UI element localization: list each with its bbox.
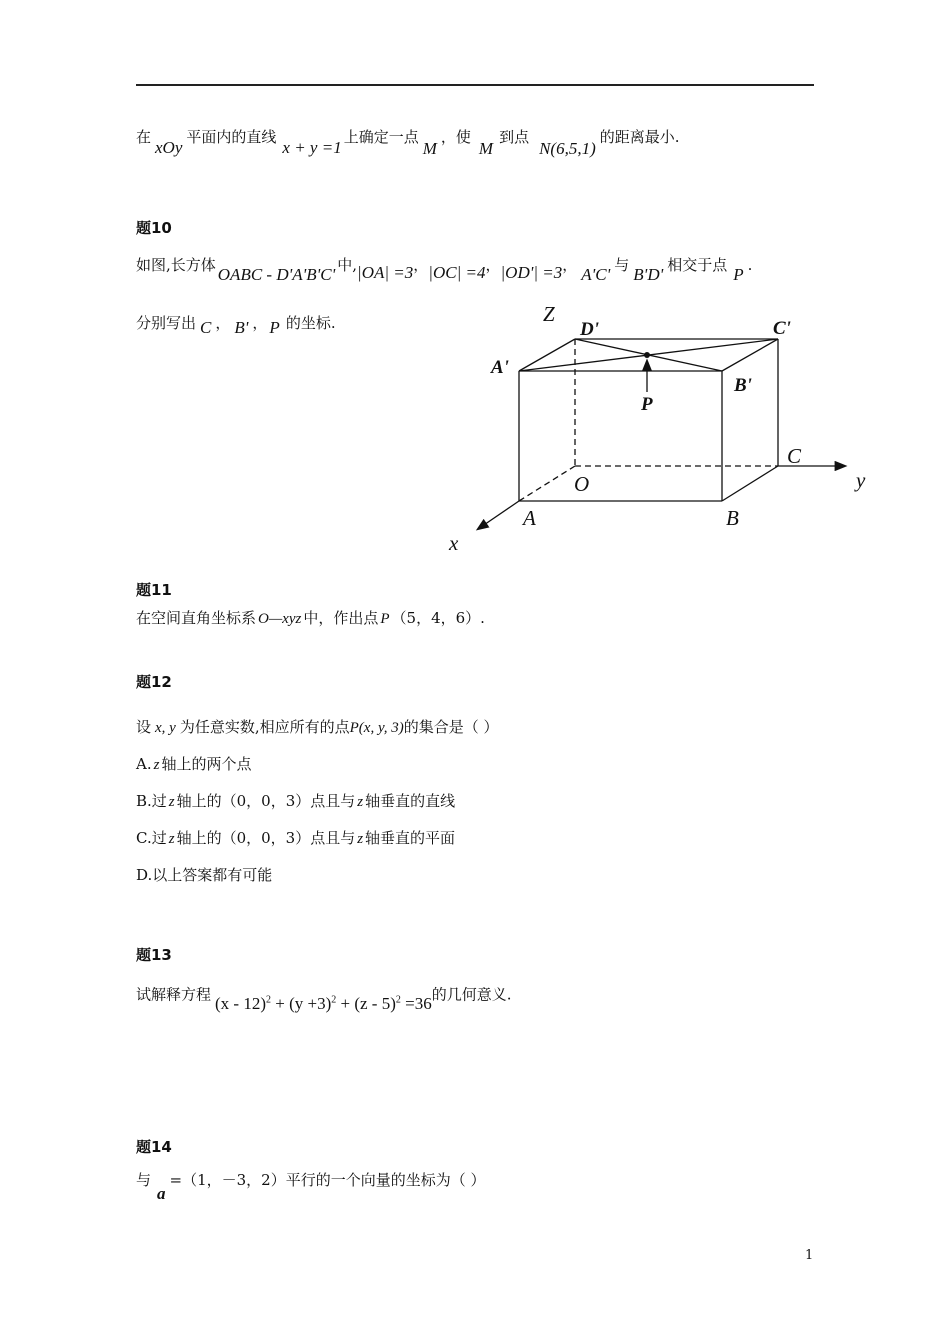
q12-math-point: P(x, y, 3) (349, 720, 404, 736)
q13-text-i: 的几何意义. (431, 985, 512, 1004)
q13-eq-term1: (x - 12) (215, 993, 266, 1013)
q10-text-m: 相交于点 (667, 256, 728, 274)
q10-sep-3: ， (562, 256, 578, 274)
q10-l2-math-p: P (269, 318, 280, 337)
q10-math-oc: |OC| =4 (428, 263, 486, 282)
q9-math-line: x + y =1 (282, 138, 342, 157)
label-b-prime: B' (734, 375, 752, 396)
q9-text-6: 的距离最小. (599, 128, 680, 146)
q12-opt-b-text1: 轴上的（0，0，3）点且与 (176, 792, 356, 810)
q12-opt-c-z2: z (357, 831, 364, 847)
q9-text-1: 在 (136, 128, 152, 146)
q12-stem-e: 的集合是（ ） (403, 718, 499, 736)
q10-l2-sep-2: ， (252, 314, 268, 332)
q12-option-c (136, 827, 455, 850)
q14-text-a: 与 (136, 1171, 152, 1189)
q10-l2-math-b: B' (234, 318, 249, 337)
q12-option-a (136, 753, 251, 776)
label-b: B (726, 506, 739, 530)
label-c-prime: C' (773, 318, 791, 339)
q9-text-4: ，使 (440, 128, 471, 146)
q12-opt-b-text2: 轴垂直的直线 (365, 792, 456, 810)
label-o: O (574, 472, 590, 496)
q10-l2-sep-1: ， (215, 314, 231, 332)
label-a-prime: A' (491, 357, 509, 378)
q10-math-ac: A'C' (581, 265, 611, 284)
q10-period: . (747, 256, 753, 274)
q9-math-n: N(6,5,1) (539, 139, 596, 158)
edge-bc (722, 466, 778, 501)
q12-opt-c-text1: 轴上的（0，0，3）点且与 (176, 829, 356, 847)
q11-text-c: 中，作出点 (303, 609, 379, 627)
q10-l2-math-c: C (200, 318, 212, 337)
q12-opt-d-text: D.以上答案都有可能 (136, 866, 273, 884)
q10-math-p: P (733, 265, 744, 284)
label-y: y (856, 468, 866, 492)
label-d-prime: D' (580, 319, 599, 340)
q9-math-m1: M (422, 139, 437, 158)
q10-math-od: |OD'| =3 (500, 263, 563, 282)
q12-opt-a-z: z (153, 757, 160, 773)
q13-eq-term3: + (z - 5) (336, 993, 396, 1013)
q10-math-box: OABC - D'A'B'C' (217, 265, 336, 284)
q10-math-bd: B'D' (633, 265, 664, 284)
q9-text-3: 上确定一点 (343, 128, 419, 146)
label-c: C (787, 444, 802, 468)
q12-opt-a-text: 轴上的两个点 (161, 755, 252, 773)
q11-text-a: 在空间直角坐标系 (136, 609, 257, 627)
q10-text-k: 与 (614, 256, 630, 274)
q11-text (136, 607, 485, 630)
q12-opt-b-label: B.过 (136, 792, 167, 810)
q13-heading: 题13 (136, 946, 172, 964)
q10-l2-text-a: 分别写出 (136, 314, 197, 332)
q13-text (136, 980, 512, 1013)
q13-eq-exp1: 2 (266, 994, 271, 1005)
q9-text-5: 到点 (499, 128, 530, 146)
q12-heading: 题12 (136, 673, 172, 691)
q12-opt-c-label: C.过 (136, 829, 167, 847)
q12-stem (136, 716, 499, 739)
q14-text (136, 1169, 486, 1203)
q10-text-a: 如图,长方体 (136, 256, 216, 274)
q10-math-oa: |OA| =3 (357, 263, 414, 282)
q11-text-e: （5，4，6）. (391, 609, 485, 627)
q10-heading: 题10 (136, 219, 172, 237)
q14-vector-a: a (157, 1184, 166, 1203)
label-z: Z (543, 302, 555, 326)
q9-text-2: 平面内的直线 (186, 128, 277, 146)
q13-eq-exp3: 2 (395, 994, 401, 1005)
q12-stem-c: 为任意实数,相应所有的点 (179, 718, 350, 736)
q13-text-a: 试解释方程 (136, 985, 212, 1004)
q12-opt-c-text2: 轴垂直的平面 (365, 829, 456, 847)
q11-math-p: P (380, 611, 390, 627)
q12-opt-b-z2: z (357, 794, 364, 810)
label-p: P (641, 394, 653, 415)
q12-opt-c-z1: z (168, 831, 175, 847)
q10-sep-2: ， (485, 256, 501, 274)
q14-text-c: =（1，－3，2）平行的一个向量的坐标为（ ） (169, 1171, 486, 1189)
q10-l2-text-g: 的坐标. (285, 314, 336, 332)
edge-oa-dashed (519, 466, 575, 501)
label-a: A (523, 506, 536, 530)
point-p (644, 352, 650, 358)
x-axis (478, 501, 519, 529)
edge-cb-top (722, 339, 778, 371)
q12-option-d (136, 864, 272, 886)
q9-math-m2: M (478, 139, 494, 158)
q10-sep-1: ， (413, 256, 429, 274)
q14-heading: 题14 (136, 1138, 172, 1156)
q10-text-c: 中, (337, 256, 358, 274)
label-x: x (449, 531, 459, 555)
q9-math-xoy: xOy (155, 138, 183, 157)
page-number: 1 (805, 1248, 814, 1263)
q13-eq-rhs: =36 (400, 993, 432, 1013)
q11-heading: 题11 (136, 581, 172, 599)
edge-ad-top (519, 339, 575, 371)
q12-stem-a: 设 (136, 718, 152, 736)
q13-eq-exp2: 2 (331, 994, 337, 1005)
q12-option-b (136, 790, 455, 813)
q12-opt-b-z1: z (168, 794, 175, 810)
q12-opt-a-label: A. (136, 755, 152, 773)
q11-math-system: O—xyz (258, 611, 302, 627)
q13-eq-term2: + (y +3) (271, 993, 332, 1013)
q13-equation (215, 994, 432, 1013)
q12-math-xy: x, y (155, 720, 176, 736)
